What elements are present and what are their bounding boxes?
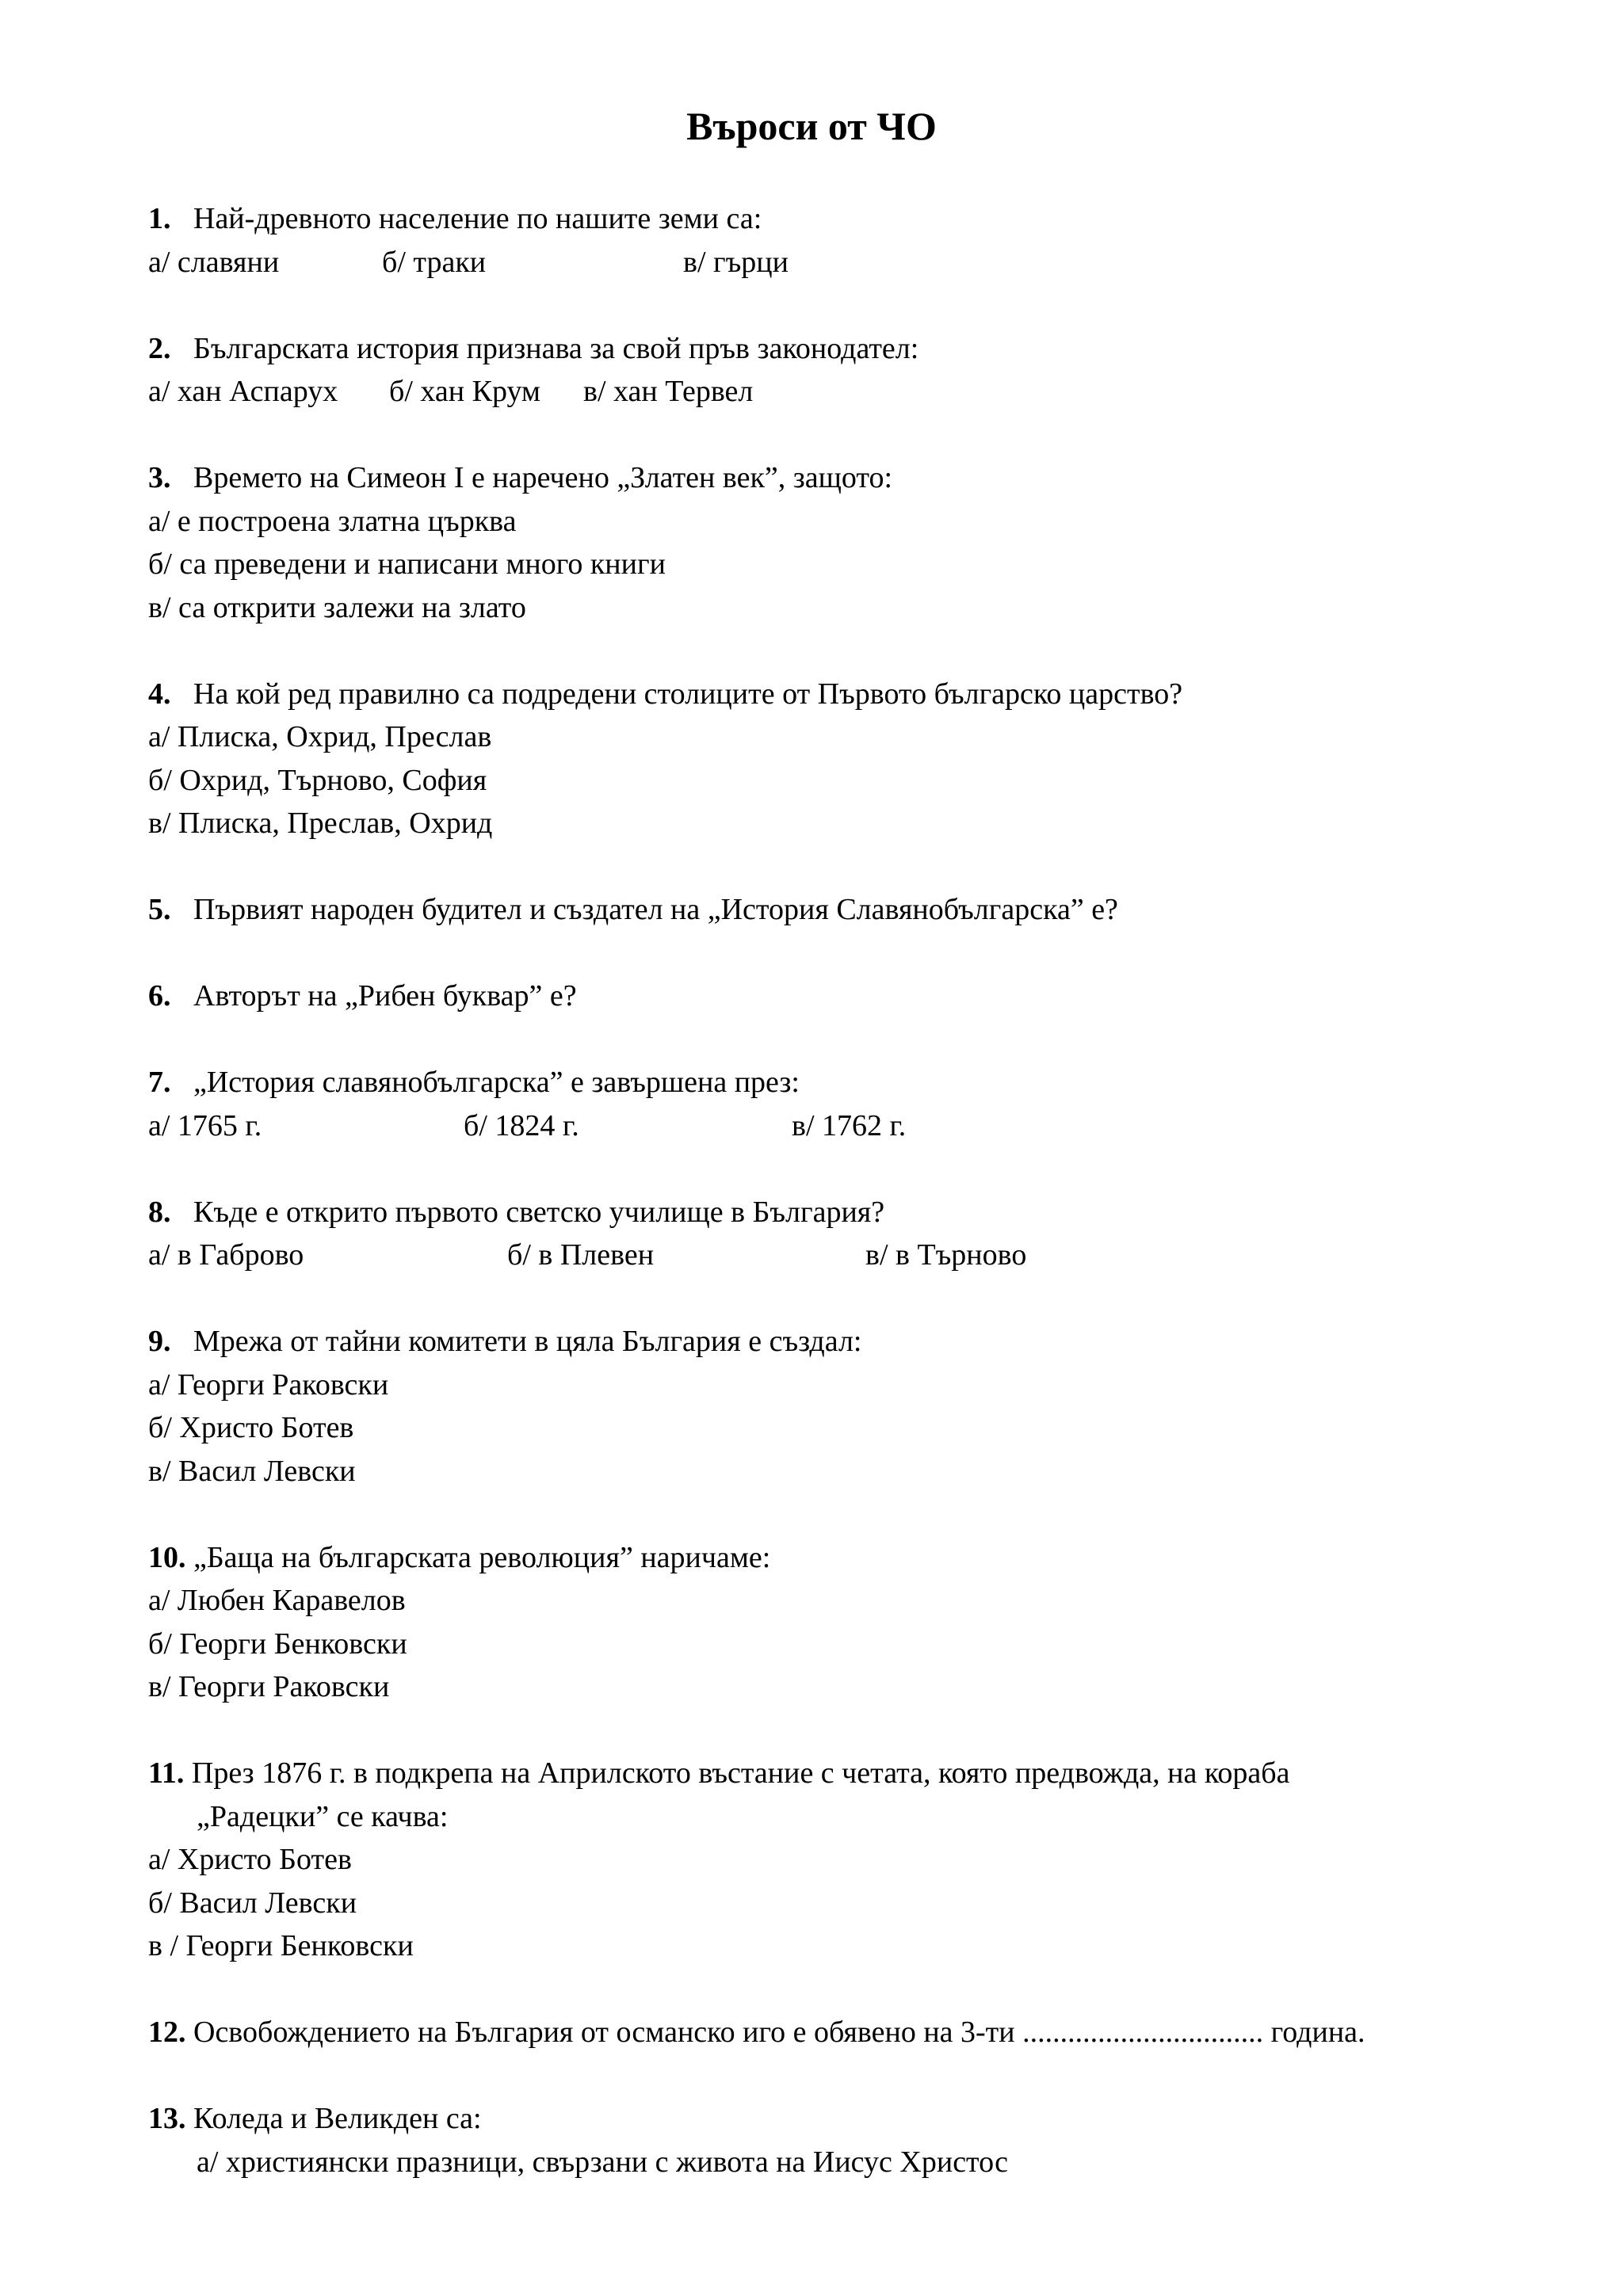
answer-option: в/ гърци bbox=[683, 245, 789, 279]
question-10 bbox=[148, 1536, 1495, 1709]
question-text: Освобождението на България от османско иго е обявено на 3-ти ................................ година. bbox=[193, 2016, 1365, 2049]
answer-option: б/ Васил Левски bbox=[148, 1886, 357, 1920]
question-7 bbox=[148, 1061, 1495, 1147]
question-text: Мрежа от тайни комитети в цяла България е създал: bbox=[193, 1325, 862, 1358]
question-number: 12. bbox=[148, 2016, 186, 2049]
answer-option: в/ в Търново bbox=[865, 1238, 1027, 1272]
question-text: Българската история признава за свой пръв законодател: bbox=[193, 331, 919, 365]
question-text: Първият народен будител и създател на „История Славянобългарска” е? bbox=[193, 893, 1118, 926]
question-text: Коледа и Великден са: bbox=[193, 2102, 482, 2135]
answer-option: в / Георги Бенковски bbox=[148, 1929, 414, 1962]
question-text: „История славянобългарска” е завършена през: bbox=[193, 1066, 800, 1099]
answer-option: а/ Любен Каравелов bbox=[148, 1584, 406, 1617]
answer-option: б/ хан Крум bbox=[389, 375, 540, 408]
answer-option: а/ е построена златна църква bbox=[148, 504, 517, 538]
answer-option: а/ християнски празници, свързани с живота на Иисус Христос bbox=[197, 2145, 1008, 2179]
answer-option: а/ 1765 г. bbox=[148, 1108, 262, 1142]
question-number: 8. bbox=[148, 1195, 171, 1229]
question-number: 11. bbox=[148, 1756, 185, 1790]
answer-option: а/ хан Аспарух bbox=[148, 375, 338, 408]
answer-option: б/ 1824 г. bbox=[464, 1108, 579, 1142]
answer-option: б/ Георги Бенковски bbox=[148, 1627, 407, 1661]
question-5 bbox=[148, 888, 1495, 932]
question-text: Авторът на „Рибен буквар” е? bbox=[193, 979, 577, 1013]
question-text-continued: „Радецки” се качва: bbox=[197, 1799, 449, 1833]
question-text: Най-древното население по нашите земи са: bbox=[193, 202, 762, 235]
answer-options bbox=[148, 1104, 1495, 1148]
answer-option: б/ Христо Ботев bbox=[148, 1411, 354, 1444]
answer-option: в/ Васил Левски bbox=[148, 1454, 356, 1488]
question-number: 1. bbox=[148, 202, 171, 235]
answer-option: в/ са открити залежи на злато bbox=[148, 590, 526, 624]
question-number: 3. bbox=[148, 461, 171, 494]
question-text: Времето на Симеон I е наречено „Златен век”, защото: bbox=[193, 461, 893, 494]
answer-option: б/ Охрид, Търново, София bbox=[148, 763, 487, 797]
answer-option: а/ Георги Раковски bbox=[148, 1367, 389, 1402]
answer-option: а/ Христо Ботев bbox=[148, 1843, 352, 1876]
answer-options bbox=[148, 370, 1495, 414]
question-text: На кой ред правилно са подредени столиците от Първото българско царство? bbox=[193, 677, 1183, 711]
question-text: „Баща на българската революция” наричаме: bbox=[193, 1540, 771, 1574]
question-number: 5. bbox=[148, 893, 171, 926]
question-number: 2. bbox=[148, 331, 171, 365]
question-3 bbox=[148, 456, 1495, 629]
question-list bbox=[148, 197, 1495, 2227]
question-4 bbox=[148, 673, 1495, 845]
answer-option: а/ в Габрово bbox=[148, 1238, 304, 1272]
question-8 bbox=[148, 1191, 1495, 1277]
question-2 bbox=[148, 327, 1495, 414]
answer-option: б/ в Плевен bbox=[507, 1238, 655, 1272]
question-text: Къде е открито първото светско училище в България? bbox=[193, 1195, 885, 1229]
answer-option: в/ Плиска, Преслав, Охрид bbox=[148, 807, 493, 840]
answer-options bbox=[148, 1234, 1495, 1277]
page-title: Въроси от ЧО bbox=[686, 104, 937, 148]
question-11 bbox=[148, 1752, 1495, 1968]
answer-option: а/ славяни bbox=[148, 245, 280, 279]
question-number: 4. bbox=[148, 677, 171, 711]
question-number: 9. bbox=[148, 1325, 171, 1358]
question-text: През 1876 г. в подкрепа на Априлското въстание с четата, която предвожда, на кораба bbox=[191, 1756, 1290, 1790]
question-12 bbox=[148, 2011, 1495, 2054]
answer-option: в/ хан Тервел bbox=[583, 375, 754, 408]
question-number: 10. bbox=[148, 1540, 186, 1574]
question-number: 7. bbox=[148, 1066, 171, 1099]
question-13 bbox=[148, 2097, 1495, 2183]
answer-option: б/ са преведени и написани много книги bbox=[148, 547, 666, 581]
question-number: 13. bbox=[148, 2102, 186, 2135]
question-9 bbox=[148, 1320, 1495, 1493]
answer-option: а/ Плиска, Охрид, Преслав bbox=[148, 720, 492, 753]
answer-options bbox=[148, 241, 1495, 284]
question-number: 6. bbox=[148, 979, 171, 1013]
question-6 bbox=[148, 974, 1495, 1018]
question-1 bbox=[148, 197, 1495, 284]
answer-option: в/ 1762 г. bbox=[792, 1108, 907, 1142]
answer-option: в/ Георги Раковски bbox=[148, 1670, 390, 1703]
answer-option: б/ траки bbox=[382, 245, 487, 279]
